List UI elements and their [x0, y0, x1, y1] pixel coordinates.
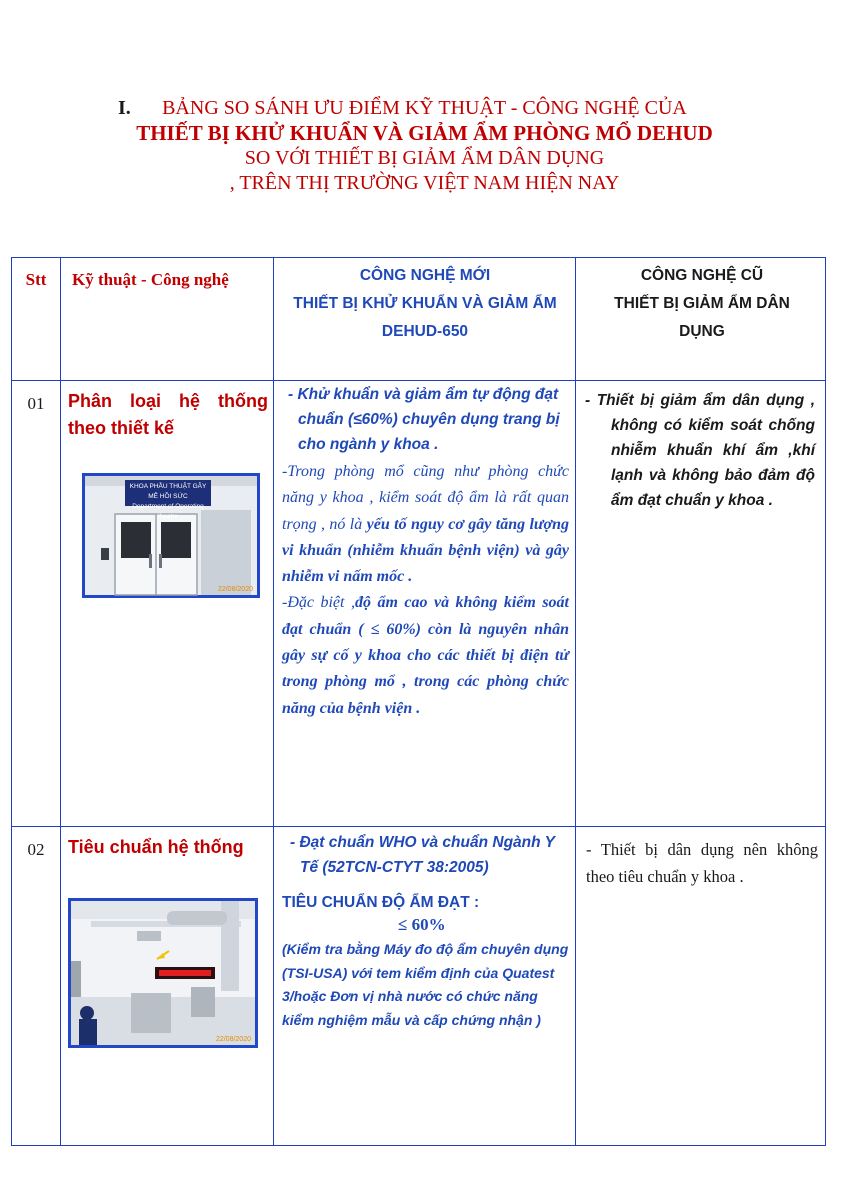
header-new-line-1: CÔNG NGHỆ MỚI [359, 267, 491, 284]
header-old-line-2: THIẾT BỊ GIẢM ẨM DÂN DỤNG [614, 295, 790, 340]
header-new-line-2: THIẾT BỊ KHỬ KHUẨN VÀ GIẢM ẨM DEHUD-650 [293, 295, 557, 340]
row-1-new-paragraph-1 [282, 459, 569, 590]
door-sign-line-1: KHOA PHẪU THUẬT GÂY MÊ HỒI SỨC [129, 483, 207, 500]
table-divider [60, 258, 61, 1145]
heading-line-4: , TRÊN THỊ TRƯỜNG VIỆT NAM HIỆN NAY [229, 172, 620, 194]
row-2-old-technology: - Thiết bị dân dụng nên không theo tiêu chuẩn y khoa . [586, 840, 818, 886]
door-sign [125, 482, 211, 520]
photo-date-stamp: 22/08/2020 [217, 586, 253, 593]
table-divider [575, 258, 576, 1145]
row-2-stt: 02 [27, 840, 45, 859]
row-1-new-lead: - Khử khuẩn và giảm ẩm tự động đạt chuẩn (≤60%) chuyên dụng trang bị cho ngành y khoa . [288, 386, 560, 453]
section-number: I. [118, 97, 131, 119]
row-1-new-paragraph-1a: -Trong phòng mổ cũng như phòng chức năng y khoa , kiểm soát độ ẩm là rất quan trọng , nó là [282, 463, 569, 533]
row-2-title: Tiêu chuẩn hệ thống [68, 837, 244, 857]
row-1-new-paragraph-2a: -Đặc biệt , [282, 594, 355, 612]
photo-date-stamp: 22/08/2020 [215, 1036, 251, 1043]
operating-room-ceiling-image [71, 901, 255, 1045]
row-2-photo [68, 898, 258, 1048]
row-1-stt: 01 [27, 394, 45, 413]
header-technology: Kỹ thuật - Công nghệ [72, 270, 229, 289]
row-2-standard-title: TIÊU CHUẨN ĐỘ ẨM ĐẠT : [282, 894, 480, 911]
row-2-standard-value: ≤ 60% [398, 915, 446, 934]
row-1-old-technology: - Thiết bị giảm ẩm dân dụng , không có kiểm soát chống nhiễm khuẩn khí ẩm ,khí lạnh và không bảo đảm độ ẩm đạt chuẩn y khoa . [585, 392, 815, 509]
document-heading [0, 96, 849, 196]
door-sign-line-2: Department of Operating theatre [132, 503, 204, 520]
header-old-line-1: CÔNG NGHỆ CŨ [640, 267, 764, 284]
table-divider [12, 826, 825, 827]
row-2-standard-note: (Kiểm tra bằng Máy đo độ ẩm chuyên dụng (TSI-USA) với tem kiểm định của Quatest 3/hoặc Đơn vị nhà nước có chức năng kiểm nghiệm mẫu và cấp chứng nhận ) [282, 941, 569, 1028]
row-2-new-technology [282, 830, 569, 1032]
row-1-new-technology [282, 382, 569, 722]
row-1-title: Phân loại hệ thống theo thiết kế [68, 391, 268, 438]
table-divider [12, 380, 825, 381]
heading-line-1: BẢNG SO SÁNH ƯU ĐIỂM KỸ THUẬT - CÔNG NGHỆ CỦA [162, 97, 687, 119]
header-new-technology [280, 262, 570, 346]
row-1-new-paragraph-1b: yếu tố nguy cơ gây tăng lượng vi khuẩn (nhiễm khuẩn bệnh viện) và gây nhiễm vi nấm mốc . [282, 515, 570, 586]
row-2-new-lead: - Đạt chuẩn WHO và chuẩn Ngành Y Tế (52TCN-CTYT 38:2005) [290, 834, 555, 876]
row-1-new-paragraph-2 [282, 590, 569, 721]
table-divider [273, 258, 274, 1145]
header-old-technology [582, 262, 822, 346]
row-1-photo [82, 473, 260, 598]
heading-line-3: SO VỚI THIẾT BỊ GIẢM ẨM DÂN DỤNG [244, 147, 605, 169]
comparison-table [11, 257, 826, 1146]
header-stt: Stt [25, 270, 47, 289]
row-1-new-paragraph-2b: độ ẩm cao và không kiểm soát đạt chuẩn ( ≤ 60%) còn là nguyên nhân gây sự cố y khoa cho các thiết bị điện tử trong phòng mổ , trong các phòng chức năng của bệnh viện . [282, 594, 569, 717]
heading-line-2: THIẾT BỊ KHỬ KHUẨN VÀ GIẢM ẨM PHÒNG MỔ DEHUD [136, 121, 713, 145]
